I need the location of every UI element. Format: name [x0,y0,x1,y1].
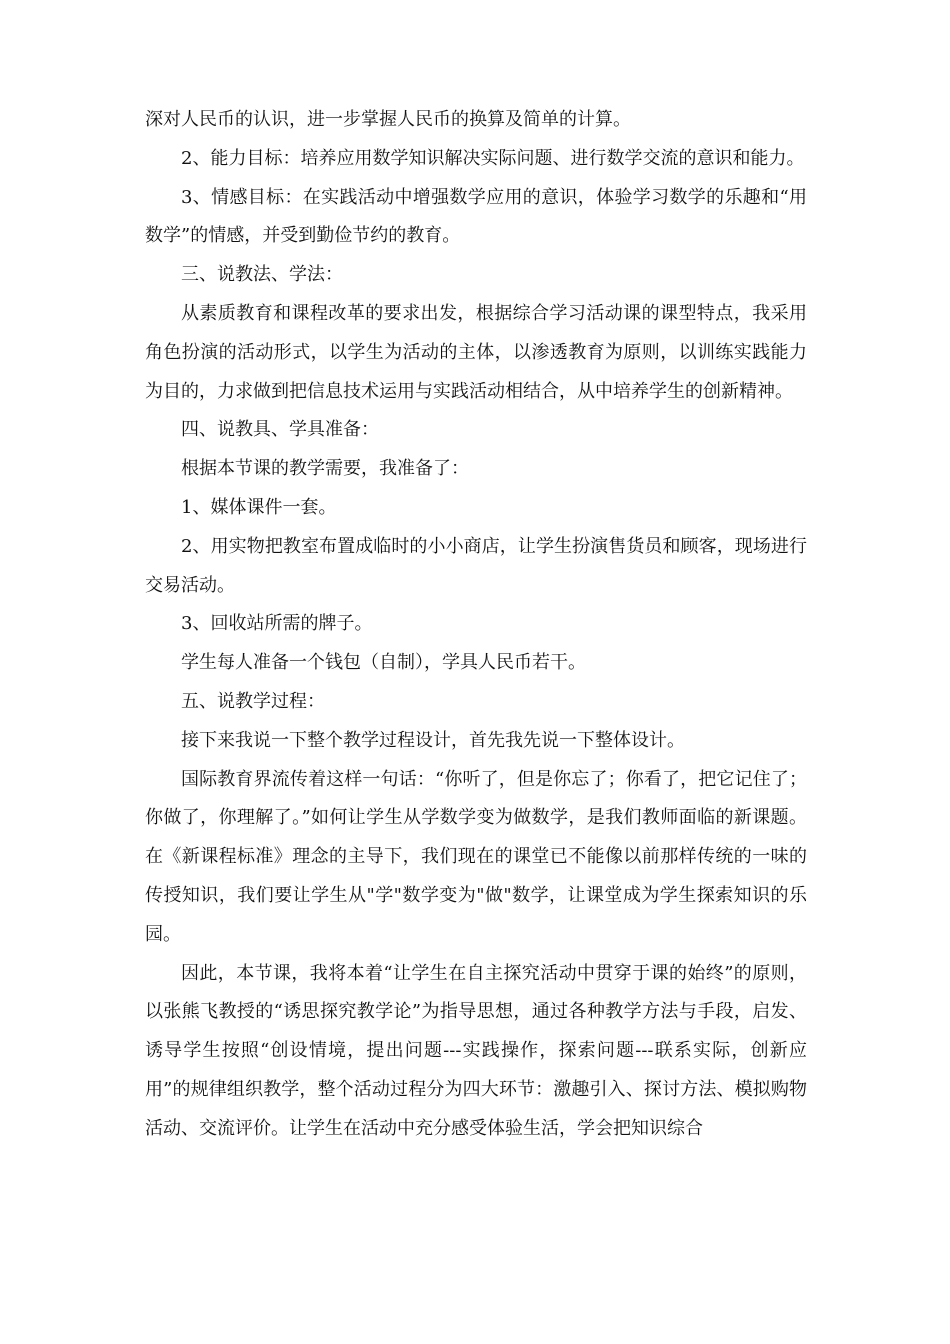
paragraph-student-materials: 学生每人准备一个钱包（自制），学具人民币若干。 [181,652,586,674]
paragraph-materials-intro: 根据本节课的教学需要，我准备了： [181,458,469,480]
section-heading-process: 五、说教学过程： [181,690,325,712]
section-heading-materials: 四、说教具、学具准备： [181,419,379,441]
paragraph-process-design: 因此，本节课，我将本着“让学生在自主探究活动中贯穿于课的始终”的原则，以张熊飞教授的“诱思探究教学论”为指导思想，通过各种教学方法与手段，启发、诱导学生按照“创设情境，提出问题---实践操作，探索问题---联系实际，创新应用”的规律组织教学，整个活动过程分为四大环节：激趣引入、探讨方法、模拟购物活动、交流评价。让学生在活动中充分感受体验生活，学会把知识综合 [145,962,807,1139]
paragraph-emotion-goal: 3、情感目标：在实践活动中增强数学应用的意识，体验学习数学的乐趣和“用数学”的情感，并受到勤俭节约的教育。 [145,186,807,247]
paragraph-ability-goal: 2、能力目标：培养应用数学知识解决实际问题、进行数学交流的意识和能力。 [181,147,805,169]
list-item-material-3: 3、回收站所需的牌子。 [181,613,373,635]
paragraph-process-quote: 国际教育界流传着这样一句话：“你听了，但是你忘了；你看了，把它记住了；你做了，你理解了。”如何让学生从学数学变为做数学，是我们教师面临的新课题。在《新课程标准》理念的主导下，我们现在的课堂已不能像以前那样传统的一味的传授知识，我们要让学生从"学"数学变为"做"数学，让课堂成为学生探索知识的乐园。 [145,768,807,945]
list-item-material-1: 1、媒体课件一套。 [181,496,337,518]
paragraph-methods: 从素质教育和课程改革的要求出发，根据综合学习活动课的课型特点，我采用角色扮演的活动形式，以学生为活动的主体，以渗透教育为原则，以训练实践能力为目的，力求做到把信息技术运用与实践活动相结合，从中培养学生的创新精神。 [145,302,807,402]
paragraph-process-intro: 接下来我说一下整个教学过程设计，首先我先说一下整体设计。 [181,729,685,751]
list-item-material-2: 2、用实物把教室布置成临时的小小商店，让学生扮演售货员和顾客，现场进行交易活动。 [145,535,807,596]
section-heading-methods: 三、说教法、学法： [181,264,343,286]
document-body [145,101,807,1149]
paragraph-goal-continuation: 深对人民币的认识，进一步掌握人民币的换算及简单的计算。 [145,109,631,130]
